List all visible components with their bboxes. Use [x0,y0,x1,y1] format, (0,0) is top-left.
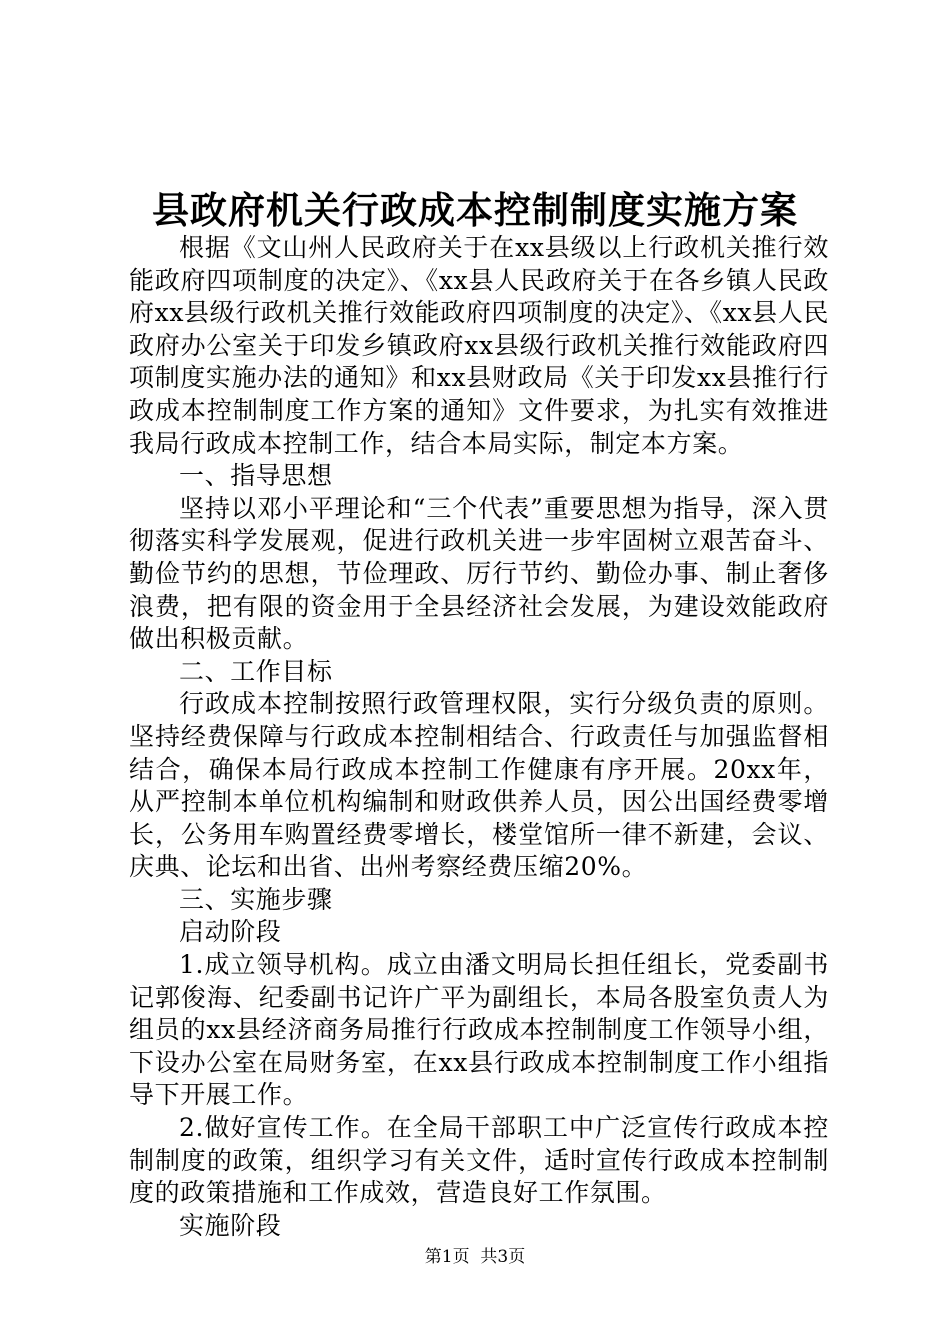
page-footer [0,1245,950,1269]
document-body [129,232,829,1242]
intro-paragraph: 根据《文山州人民政府关于在xx县级以上行政机关推行效能政府四项制度的决定》、《xx县人民政府关于在各乡镇人民政府xx县级行政机关推行效能政府四项制度的决定》、《xx县人民政府办公室关于印发乡镇政府xx县级行政机关推行效能政府四项制度实施办法的通知》和xx县财政局《关于印发xx县推行行政成本控制制度工作方案的通知》文件要求，为扎实有效推进我局行政成本控制工作，结合本局实际，制定本方案。 [129,233,829,458]
subheading-implementation-phase: 实施阶段 [179,1210,282,1240]
step-2-paragraph: 2.做好宣传工作。在全局干部职工中广泛宣传行政成本控制制度的政策，组织学习有关文件，适时宣传行政成本控制制度的政策措施和工作成效，营造良好工作氛围。 [129,1113,829,1208]
step-1-paragraph: 1.成立领导机构。成立由潘文明局长担任组长，党委副书记郭俊海、纪委副书记许广平为副组长，本局各股室负责人为组员的xx县经济商务局推行行政成本控制制度工作领导小组，下设办公室在局财务室，在xx县行政成本控制制度工作小组指导下开展工作。 [129,950,829,1110]
work-goals-paragraph: 行政成本控制按照行政管理权限，实行分级负责的原则。坚持经费保障与行政成本控制相结合、行政责任与加强监督相结合，确保本局行政成本控制工作健康有序开展。20xx年，从严控制本单位机构编制和财政供养人员，因公出国经费零增长，公务用车购置经费零增长，楼堂馆所一律不新建，会议、庆典、论坛和出省、出州考察经费压缩20%。 [129,689,829,882]
page-total: 共3页 [480,1247,526,1267]
page-number: 第1页 [424,1247,470,1267]
section-heading-work-goals: 二、工作目标 [179,656,333,686]
section-heading-implementation-steps: 三、实施步骤 [179,884,333,914]
document-title: 县政府机关行政成本控制制度实施方案 [152,188,798,232]
section-heading-guiding-ideology: 一、指导思想 [179,461,333,491]
subheading-startup-phase: 启动阶段 [179,917,282,947]
guiding-ideology-paragraph: 坚持以邓小平理论和“三个代表”重要思想为指导，深入贯彻落实科学发展观，促进行政机关进一步牢固树立艰苦奋斗、勤俭节约的思想，节俭理政、厉行节约、勤俭办事、制止奢侈浪费，把有限的资金用于全县经济社会发展，为建设效能政府做出积极贡献。 [129,493,829,654]
